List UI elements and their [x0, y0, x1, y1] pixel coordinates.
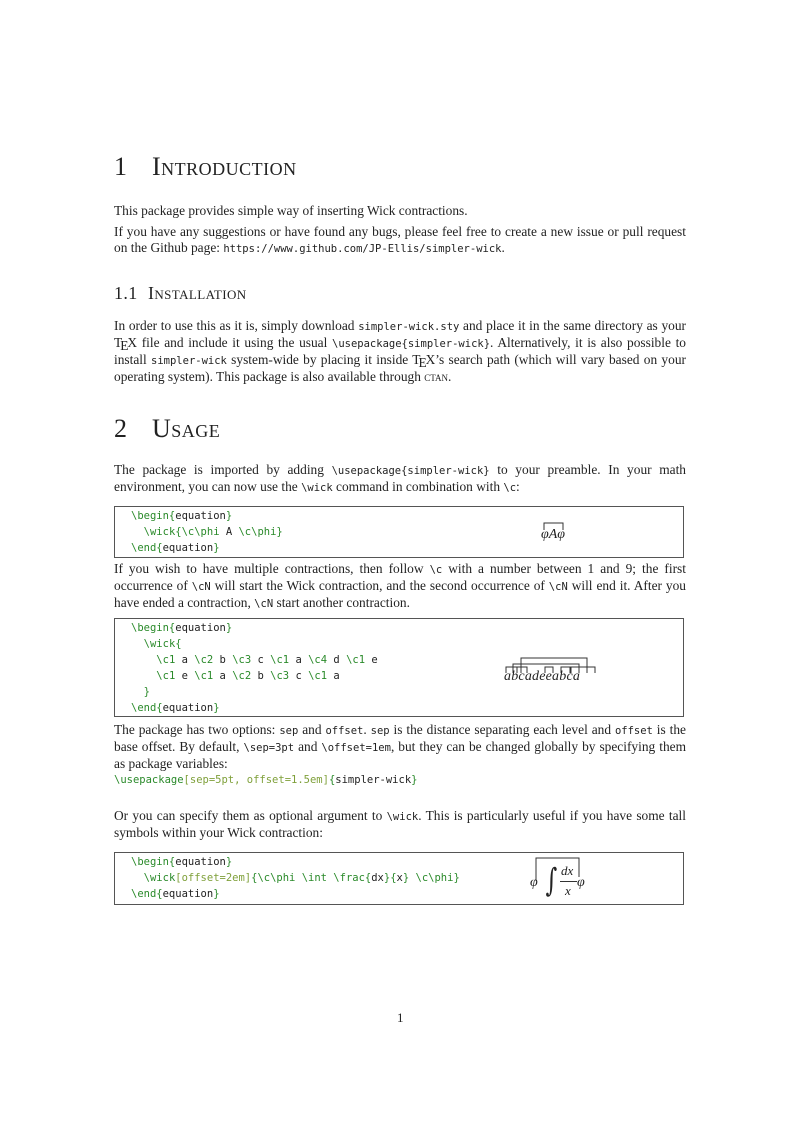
- inline-code: sep: [370, 725, 390, 737]
- inline-code: \c: [503, 482, 517, 494]
- inline-code: \cN: [254, 598, 274, 610]
- rendered-phi-left: φ: [530, 875, 538, 890]
- section-heading-introduction: [114, 152, 297, 182]
- code-block: [131, 854, 460, 902]
- inline-code: simpler-wick.sty: [358, 321, 460, 333]
- section-title: Usage: [152, 414, 221, 443]
- page-number: 1: [397, 1010, 404, 1025]
- inline-code: \usepackage{simpler-wick}: [331, 465, 490, 477]
- inline-code: \usepackage{simpler-wick}: [332, 338, 491, 350]
- code-line: \wick[offset=2em]{\c\phi \int \frac{dx}{x} \c\phi}: [143, 872, 460, 884]
- subsection-title: Installation: [148, 283, 247, 303]
- intro-paragraph-2: If you have any suggestions or have found any bugs, please feel free to create a new issue or pull request on the Github page: https://www.github.com/JP-Ellis/simpler-wick.: [114, 224, 686, 255]
- code-line: \c1 a \c2 b \c3 c \c1 a \c4 d \c1 e: [156, 654, 378, 666]
- github-url-link[interactable]: https://www.github.com/JP-Ellis/simpler-wick: [223, 243, 502, 255]
- inline-code: \wick: [301, 482, 333, 494]
- inline-code: \wick: [386, 811, 419, 823]
- inline-code: \c: [429, 564, 443, 576]
- section-number: 1: [114, 152, 128, 181]
- inline-code: simpler-wick: [151, 355, 227, 367]
- inline-code: offset: [614, 725, 653, 737]
- code-example-box-1: [114, 506, 684, 558]
- fraction-denominator: x: [565, 883, 571, 898]
- code-line: \begin{equation}: [131, 510, 233, 522]
- usage-intro-paragraph: The package is imported by adding \usepackage{simpler-wick} to your preamble. In your math environment, you can now use the \wick command in combination with \c:: [114, 462, 686, 494]
- code-line: \end{equation}: [131, 542, 220, 554]
- code-example-box-3: [114, 852, 684, 905]
- integral-sign: ∫: [545, 861, 558, 899]
- optional-argument-paragraph: Or you can specify them as optional argument to \wick. This is particularly useful if you have some tall symbols within your Wick contraction:: [114, 808, 686, 840]
- rendered-equation-2: abcadeeabca: [504, 669, 581, 684]
- fraction-numerator: dx: [561, 863, 574, 878]
- inline-code: \cN: [191, 581, 211, 593]
- subsection-heading-installation: [114, 283, 247, 304]
- multiple-contractions-paragraph: If you wish to have multiple contractions, then follow \c with a number between 1 and 9; the first occurrence of \cN will start the Wick contraction, and the second occurrence of \cN will end it. After you have ended a contraction, \cN start another contraction.: [114, 561, 686, 610]
- fraction-bar: [560, 881, 577, 882]
- inline-code: offset: [325, 725, 364, 737]
- inline-code: \offset=1em: [321, 742, 391, 754]
- code-line: \begin{equation}: [131, 856, 233, 868]
- code-block: [131, 508, 283, 556]
- code-example-box-2: [114, 618, 684, 717]
- rendered-phi-right: φ: [577, 875, 585, 890]
- inline-code: \sep=3pt: [243, 742, 295, 754]
- inline-code: sep: [279, 725, 299, 737]
- rendered-equation-1: φAφ: [541, 527, 566, 542]
- inline-code: \cN: [548, 581, 568, 593]
- code-line: \end{equation}: [131, 888, 220, 900]
- options-paragraph: The package has two options: sep and offset. sep is the distance separating each level and offset is the base offset. By default, \sep=3pt and \offset=1em, but they can be changed globally by specifying them as package variables:: [114, 722, 686, 771]
- code-line: }: [143, 686, 150, 698]
- code-line: \begin{equation}: [131, 622, 233, 634]
- code-line: \end{equation}: [131, 702, 220, 714]
- intro-paragraph-1: This package provides simple way of inserting Wick contractions.: [114, 203, 468, 218]
- code-line: \c1 e \c1 a \c2 b \c3 c \c1 a: [156, 670, 340, 682]
- tex-logo: TEX: [412, 352, 436, 370]
- subsection-number: 1.1: [114, 283, 138, 303]
- section-title: Introduction: [152, 152, 297, 181]
- code-line: \wick{\c\phi A \c\phi}: [143, 526, 283, 538]
- installation-paragraph: In order to use this as it is, simply download simpler-wick.sty and place it in the same directory as your TEX file and include it using the usual \usepackage{simpler-wick}. Alternatively, it is also possible to install simpler-wick system-wide by placing it inside TEX’s search path (which will vary based on your operating system). This package is also available through ctan.: [114, 318, 686, 384]
- ctan-text: ctan: [424, 369, 449, 384]
- code-line: \wick{: [143, 638, 182, 650]
- usepackage-code-line: \usepackage[sep=5pt, offset=1.5em]{simpler-wick}: [114, 774, 418, 786]
- code-block: [131, 620, 378, 716]
- section-number: 2: [114, 414, 128, 443]
- tex-logo: TEX: [114, 335, 138, 353]
- section-heading-usage: [114, 414, 220, 444]
